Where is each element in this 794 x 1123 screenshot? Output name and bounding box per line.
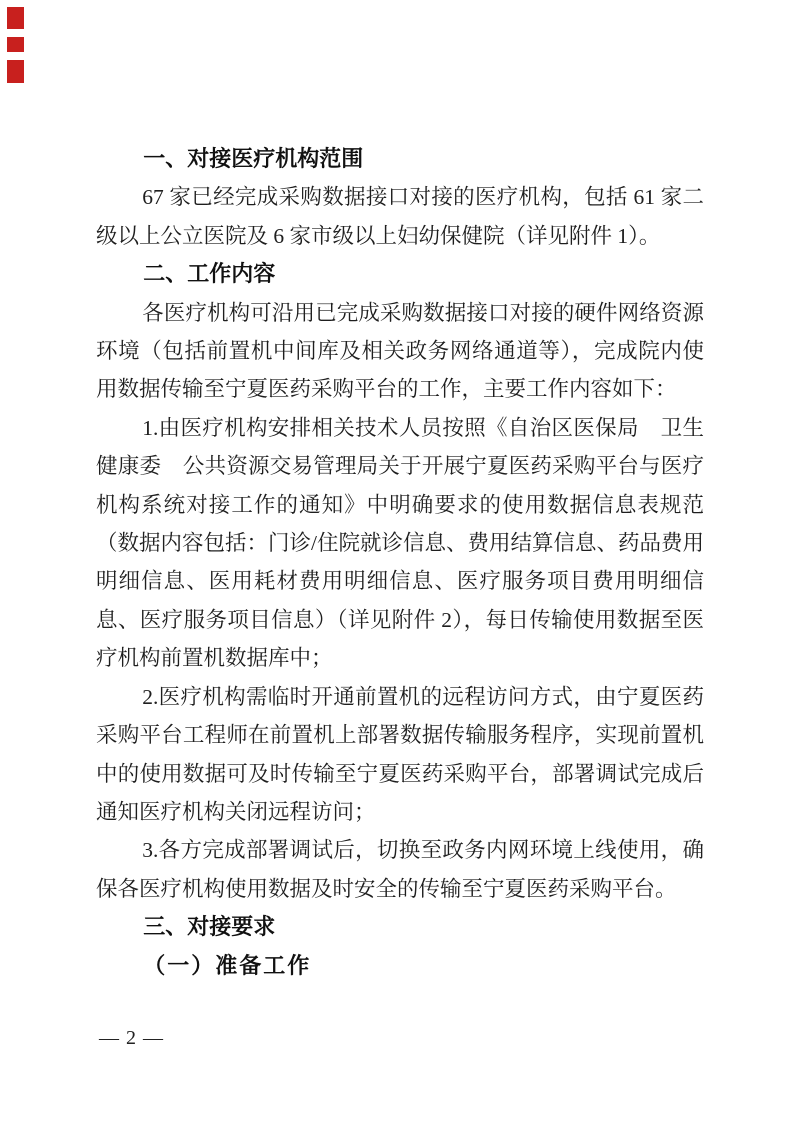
- section-heading: 一、对接医疗机构范围: [143, 146, 364, 171]
- page-number: — 2 —: [99, 1027, 164, 1049]
- red-scan-mark: [7, 7, 24, 29]
- section-heading: 三、对接要求: [143, 914, 276, 940]
- page-footer: [99, 1027, 164, 1050]
- paragraph: 2.医疗机构需临时开通前置机的远程访问方式，由宁夏医药采购平台工程师在前置机上部署数据传输服务程序，实现前置机中的使用数据可及时传输至宁夏医药采购平台，部署调试完成后通知医疗机构关闭远程访问；: [96, 684, 704, 824]
- paragraph: 各医疗机构可沿用已完成采购数据接口对接的硬件网络资源环境（包括前置机中间库及相关政务网络通道等），完成院内使用数据传输至宁夏医药采购平台的工作，主要工作内容如下：: [96, 300, 704, 402]
- sub-section-heading: （一）准备工作: [143, 952, 312, 978]
- red-scan-mark: [7, 37, 24, 52]
- document-body: [96, 140, 704, 985]
- paragraph: 1.由医疗机构安排相关技术人员按照《自治区医保局 卫生健康委 公共资源交易管理局关于开展宁夏医药采购平台与医疗机构系统对接工作的通知》中明确要求的使用数据信息表规范（数据内容包括：门诊/住院就诊信息、费用结算信息、药品费用明细信息、医用耗材费用明细信息、医疗服务项目费用明细信息、医疗服务项目信息）（详见附件 2），每日传输使用数据至医疗机构前置机数据库中；: [96, 415, 704, 671]
- red-scan-mark: [7, 60, 24, 83]
- paragraph: 67 家已经完成采购数据接口对接的医疗机构，包括 61 家二级以上公立医院及 6 家市级以上妇幼保健院（详见附件 1）。: [96, 185, 704, 248]
- section-heading: 二、工作内容: [143, 261, 276, 287]
- paragraph: 3.各方完成部署调试后，切换至政务内网环境上线使用，确保各医疗机构使用数据及时安全的传输至宁夏医药采购平台。: [96, 838, 704, 901]
